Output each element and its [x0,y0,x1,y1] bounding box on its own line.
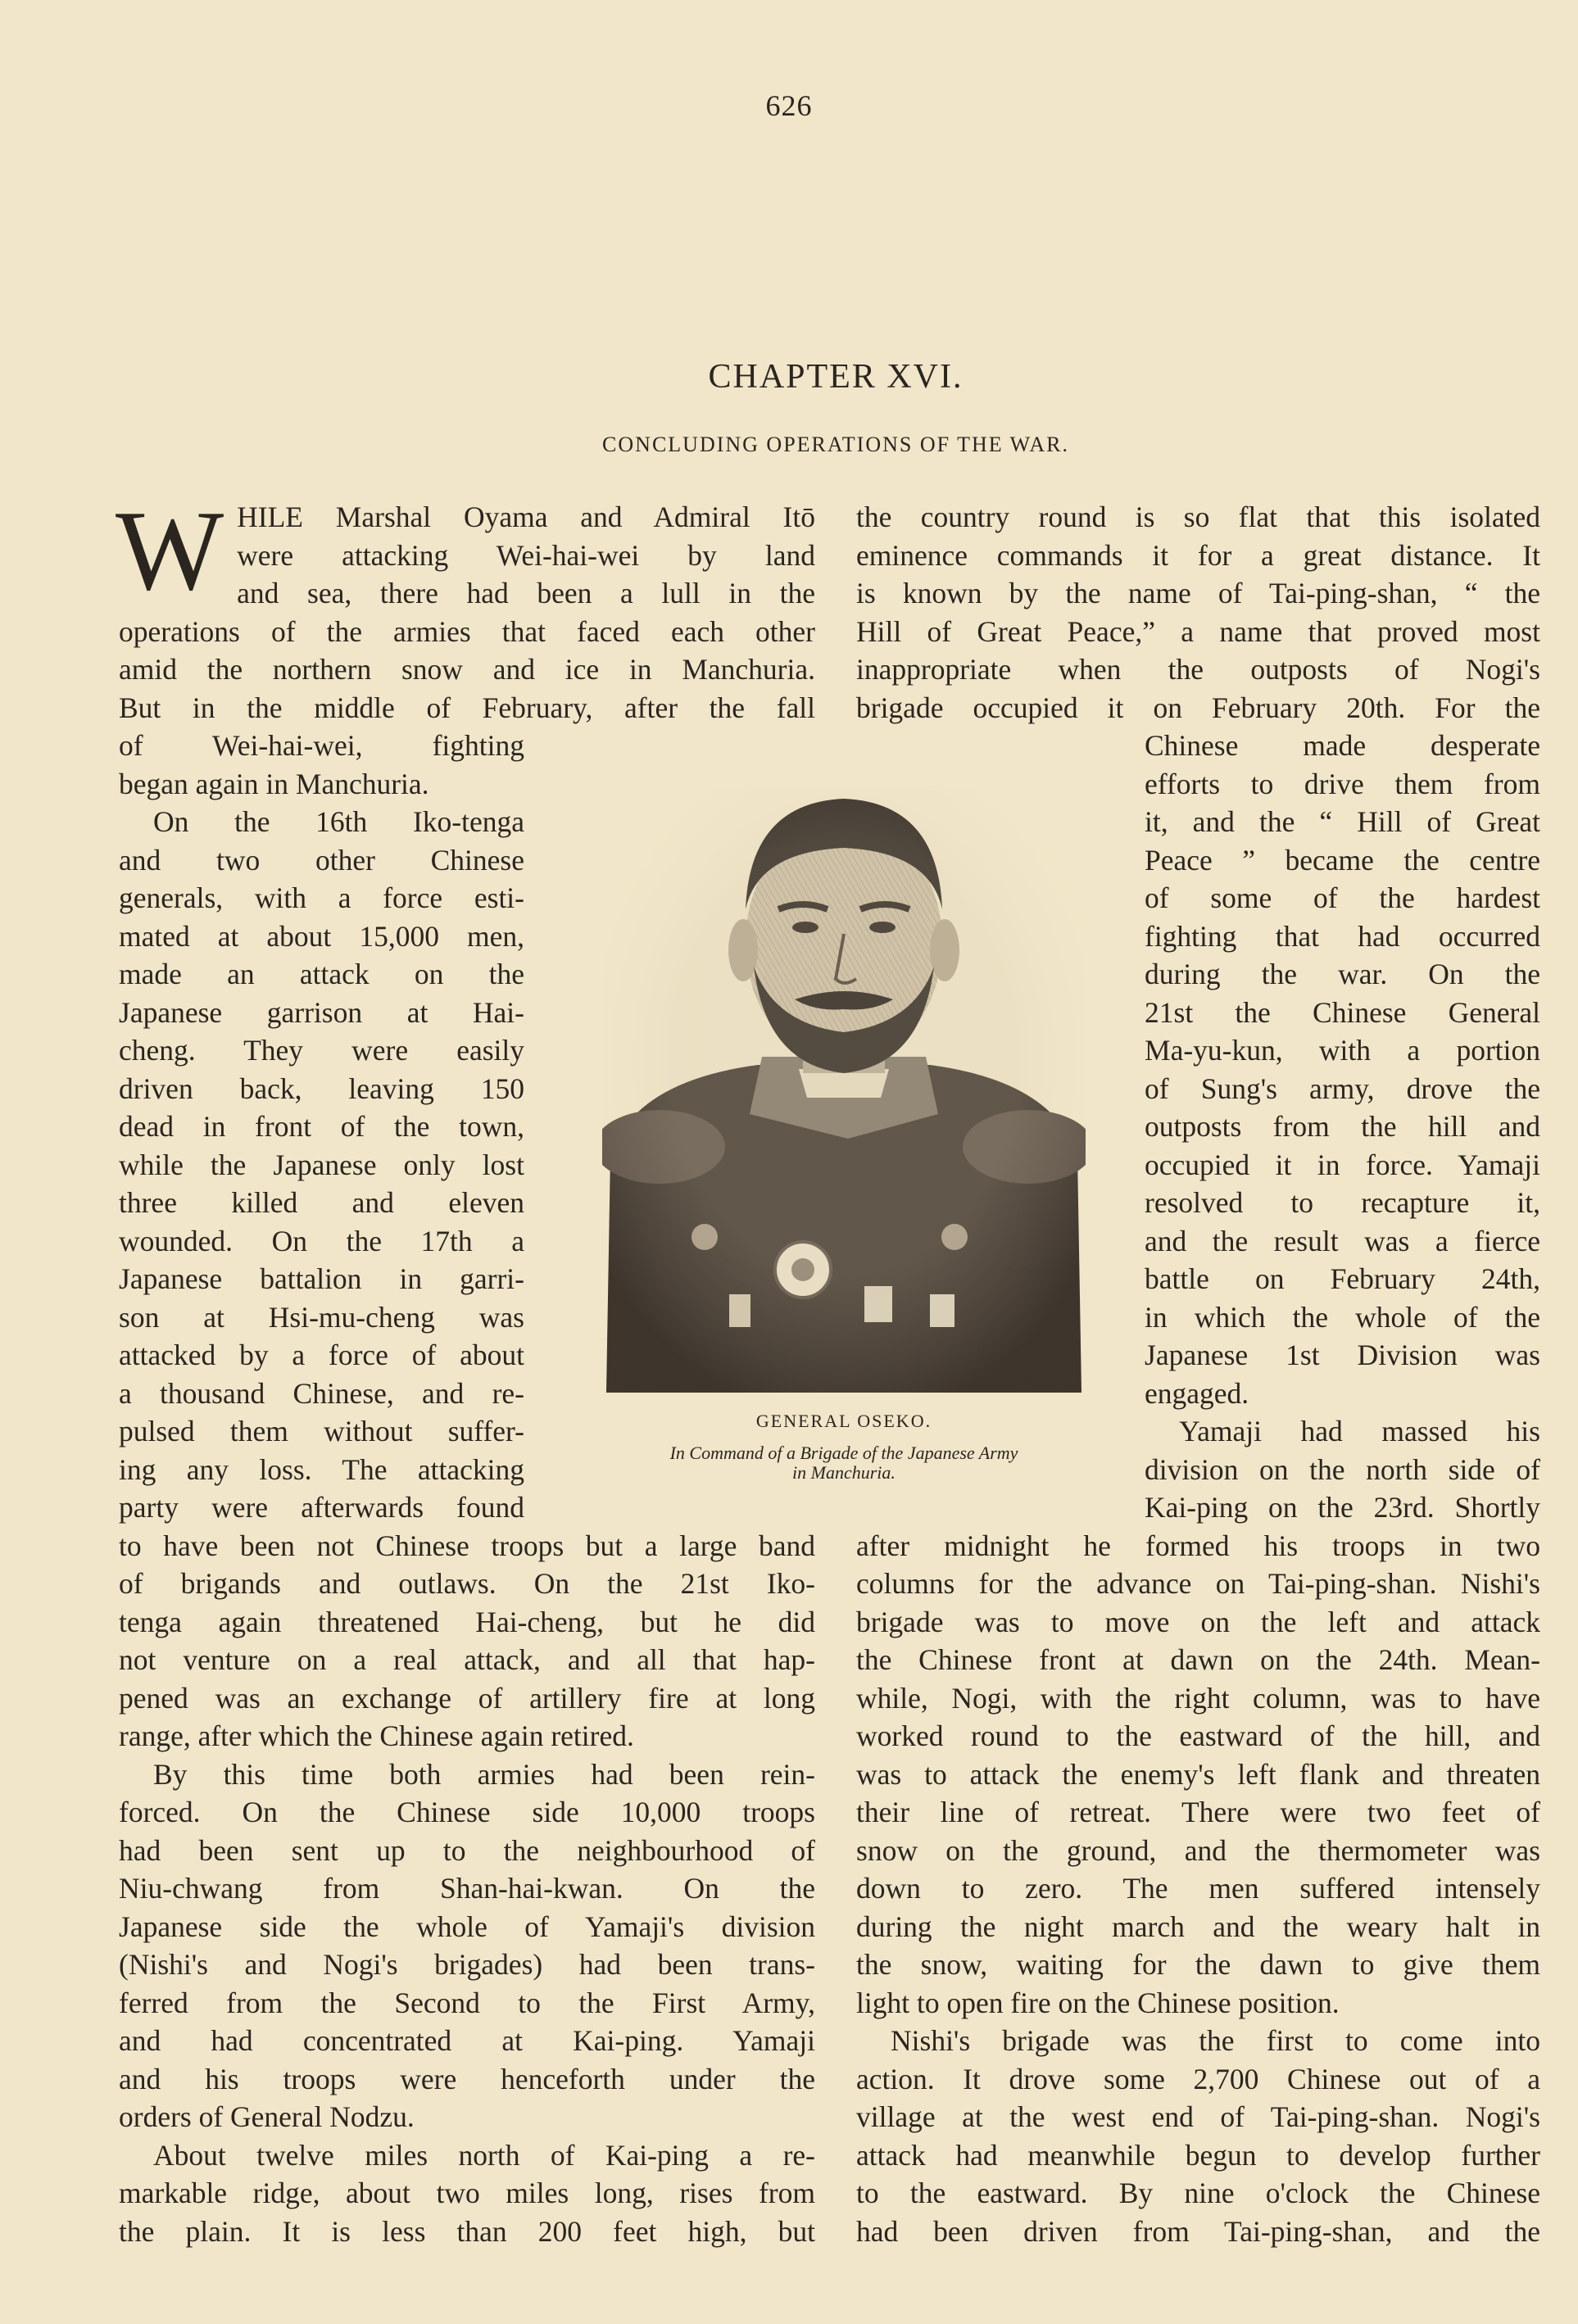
text-line: dead in front of the town, [119,1110,524,1143]
text-line: Hill of Great Peace,” a name that proved most [856,614,1540,648]
page-number: 626 [765,89,813,122]
text-line: But in the middle of February, after the fall [119,691,815,724]
illustration-caption-name: GENERAL OSEKO. [755,1411,932,1431]
paragraph-opening [116,487,815,803]
text-line: mated at about 15,000 men, [119,919,524,953]
text-line: of Wei-hai-wei, fighting [119,729,524,762]
portrait-engraving [602,786,1086,1393]
text-line: attacked by a force of about [119,1339,524,1371]
paragraph [856,2022,1540,2250]
text-line: HILE Marshal Oyama and Admiral Itō [237,501,815,533]
text-line: amid the northern snow and ice in Manchuria. [119,653,815,686]
text-line: orders of General Nodzu. [119,2100,415,2133]
text-line: engaged. [1145,1376,1249,1410]
caption-line: In Command of a Brigade of the Japanese Army [669,1443,1018,1463]
text-line: down to zero. The men suffered intensely [856,1872,1540,1905]
paragraph [119,803,524,1527]
text-line: eminence commands it for a great distance. It [856,538,1540,572]
text-line: while the Japanese only lost [119,1148,524,1181]
text-line: cheng. They were easily [119,1034,524,1067]
text-line: and his troops were henceforth under the [119,2062,815,2095]
text-line: was to attack the enemy's left flank and threaten [856,1757,1540,1791]
text-line: battle on February 24th, [1145,1262,1540,1295]
text-line: to have been not Chinese troops but a large band [119,1529,815,1562]
text-line: had been driven from Tai-ping-shan, and the [856,2214,1540,2248]
text-line: a thousand Chinese, and re- [119,1376,524,1410]
text-line: light to open fire on the Chinese position. [856,1986,1340,2019]
text-line: made an attack on the [119,958,524,990]
text-line: attack had meanwhile begun to develop further [856,2138,1540,2172]
text-line: the snow, waiting for the dawn to give them [856,1948,1540,1981]
text-line: not venture on a real attack, and all that hap- [119,1643,815,1676]
text-line: their line of retreat. There were two feet of [856,1796,1540,1828]
drop-cap: W [116,487,224,614]
text-line: it, and the “ Hill of Great [1145,805,1540,838]
text-line: pulsed them without suffer- [119,1415,524,1447]
text-line: of Sung's army, drove the [1145,1071,1540,1105]
text-line: Peace ” became the centre [1145,843,1540,877]
text-line: Nishi's brigade was the first to come into [891,2024,1540,2057]
chapter-subtitle: CONCLUDING OPERATIONS OF THE WAR. [602,433,1069,456]
text-line: the plain. It is less than 200 feet high, but [119,2214,815,2248]
text-line: columns for the advance on Tai-ping-shan. Nishi's [856,1567,1540,1600]
text-line: Japanese side the whole of Yamaji's division [119,1909,815,1943]
text-line: Niu-chwang from Shan-hai-kwan. On the [119,1872,815,1905]
caption-line: in Manchuria. [792,1462,896,1483]
text-line: efforts to drive them from [1145,767,1540,800]
text-line: village at the west end of Tai-ping-shan. Nogi's [856,2100,1540,2133]
text-line: were attacking Wei-hai-wei by land [237,538,815,572]
text-line: had been sent up to the neighbourhood of [119,1833,815,1867]
text-line: and two other Chinese [119,843,524,877]
text-line: forced. On the Chinese side 10,000 troops [119,1796,815,1828]
text-line: is known by the name of Tai-ping-shan, “ the [856,577,1540,609]
text-line: markable ridge, about two miles long, rises from [119,2177,815,2209]
text-line: the Chinese front at dawn on the 24th. Mean- [856,1643,1540,1676]
portrait-illustration [602,786,1086,1393]
text-line: during the night march and the weary halt in [856,1909,1540,1943]
text-line: outposts from the hill and [1145,1110,1540,1143]
text-line: son at Hsi-mu-cheng was [119,1300,524,1334]
text-line: Chinese made desperate [1145,729,1540,762]
text-line: Japanese battalion in garri- [119,1262,524,1295]
text-line: generals, with a force esti- [119,881,524,914]
text-line: By this time both armies had been rein- [153,1757,815,1791]
text-line: the country round is so flat that this isolated [856,501,1540,533]
text-line: Japanese garrison at Hai- [119,995,524,1029]
text-line: driven back, leaving 150 [119,1071,524,1105]
text-line: resolved to recapture it, [1145,1186,1540,1219]
text-line: began again in Manchuria. [119,767,429,800]
text-line: Yamaji had massed his [1179,1415,1540,1447]
text-line: party were afterwards found [119,1491,524,1524]
text-line: brigade occupied it on February 20th. For the [856,691,1540,724]
text-line: (Nishi's and Nogi's brigades) had been trans- [119,1948,815,1981]
paragraph [119,2136,815,2251]
text-line: while, Nogi, with the right column, was to have [856,1681,1540,1715]
text-line: About twelve miles north of Kai-ping a re- [153,2138,815,2172]
text-line: in which the whole of the [1145,1300,1540,1334]
text-line: division on the north side of [1145,1452,1540,1486]
text-line: ing any loss. The attacking [119,1452,524,1486]
text-line: operations of the armies that faced each other [119,614,815,648]
text-line: ferred from the Second to the First Army, [119,1986,815,2019]
text-line: range, after which the Chinese again retired. [119,1719,634,1752]
text-line: wounded. On the 17th a [119,1224,524,1257]
paragraph-continued [119,1527,815,1755]
text-line: Japanese 1st Division was [1145,1339,1540,1371]
text-line: of some of the hardest [1145,881,1540,914]
chapter-title: CHAPTER XVI. [708,358,964,396]
text-line: tenga again threatened Hai-cheng, but he did [119,1605,815,1638]
text-line: after midnight he formed his troops in two [856,1529,1540,1562]
text-line: and had concentrated at Kai-ping. Yamaji [119,2024,815,2057]
text-line: during the war. On the [1145,958,1540,990]
text-line: brigade was to move on the left and attack [856,1605,1540,1638]
text-line: Kai-ping on the 23rd. Shortly [1145,1491,1540,1524]
text-line: 21st the Chinese General [1145,995,1540,1029]
paragraph-continued [856,1527,1540,2023]
text-line: inappropriate when the outposts of Nogi's [856,653,1540,686]
text-line: snow on the ground, and the thermometer was [856,1833,1540,1867]
paragraph [119,1755,815,2136]
text-line: pened was an exchange of artillery fire at long [119,1681,815,1715]
text-line: and sea, there had been a lull in the [237,577,815,609]
text-line: action. It drove some 2,700 Chinese out of a [856,2062,1540,2095]
text-line: Ma-yu-kun, with a portion [1145,1034,1540,1067]
text-line: fighting that had occurred [1145,919,1540,953]
text-line: of brigands and outlaws. On the 21st Iko- [119,1567,815,1600]
illustration-caption-description [574,1443,1114,1483]
text-line: worked round to the eastward of the hill, and [856,1719,1540,1752]
text-line: to the eastward. By nine o'clock the Chinese [856,2177,1540,2209]
text-line: On the 16th Iko-tenga [153,805,524,838]
text-line: three killed and eleven [119,1186,524,1219]
text-line: occupied it in force. Yamaji [1145,1148,1540,1181]
text-line: and the result was a fierce [1145,1224,1540,1257]
